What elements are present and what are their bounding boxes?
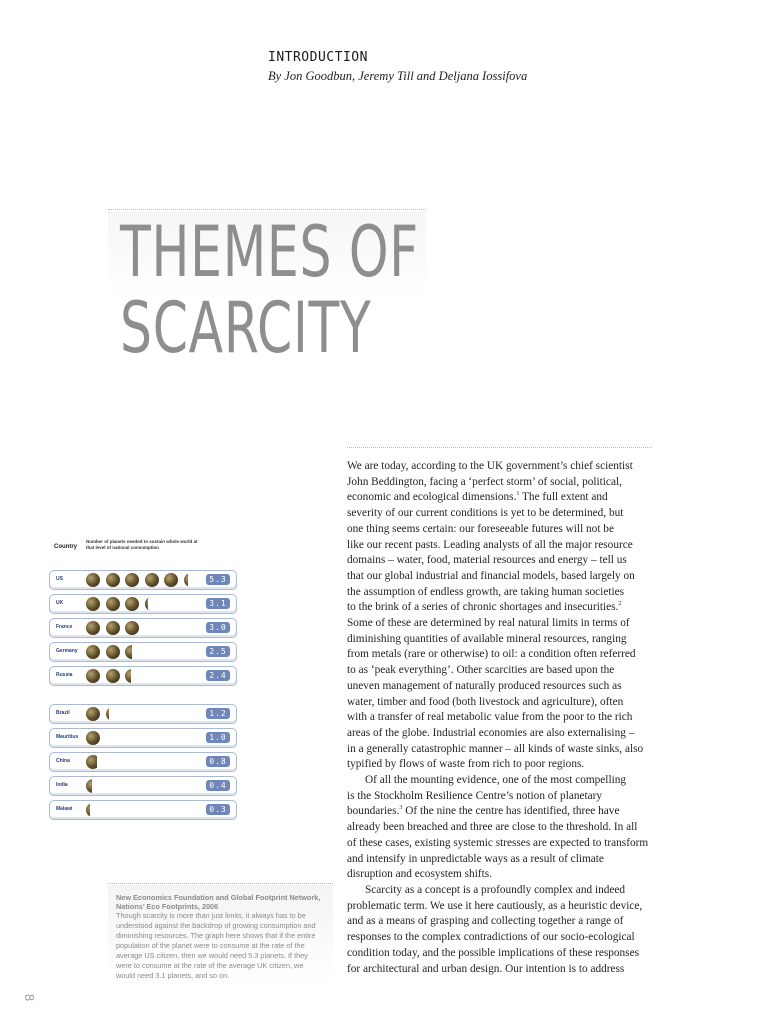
planet-icon	[86, 645, 100, 659]
planet-icon	[86, 573, 100, 587]
planet-icon	[106, 597, 120, 611]
chart-value-label: 0.8	[206, 756, 230, 767]
chart-row	[49, 800, 237, 820]
text-line: for architectural and urban design. Our intention is to address	[347, 962, 625, 975]
planet-icon	[86, 669, 100, 683]
chart-row-label: UK	[56, 600, 64, 606]
chart-value-label: 0.4	[206, 780, 230, 791]
text-fragment: to the brink of a series of chronic shortages and insecurities.	[347, 601, 619, 614]
chart-row	[49, 570, 237, 590]
text-line: the assumption of endless growth, are taking human societies	[347, 585, 625, 598]
text-line: is the Stockholm Resilience Centre’s notion of planetary	[347, 789, 603, 802]
text-line: to as ‘peak everything’. Other scarcities are based upon the	[347, 664, 615, 677]
caption-title-line: Nations’ Eco Footprints, 2006	[116, 902, 219, 911]
planet-icon	[145, 573, 159, 587]
title-line-1: THEMES OF	[120, 211, 420, 293]
text-line: already been breached and three are close to the threshold. In all	[347, 821, 638, 834]
chart-row	[49, 728, 237, 748]
chart-value-label: 1.2	[206, 708, 230, 719]
chart-row	[49, 666, 237, 686]
section-label: INTRODUCTION	[268, 50, 368, 65]
chart-value-label: 1.0	[206, 732, 230, 743]
text-line: domains – water, food, material resources and energy – tell us	[347, 554, 627, 567]
byline: By Jon Goodbun, Jeremy Till and Deljana Iossifova	[268, 69, 528, 83]
chart-row	[49, 704, 237, 724]
chart-row	[49, 776, 237, 796]
paragraph-1	[347, 459, 659, 773]
caption-line: average US citizen, then we would need 5.3 planets. If they	[116, 951, 308, 960]
caption-text	[116, 911, 328, 981]
planet-icon	[164, 573, 178, 587]
paragraph-2	[347, 773, 659, 883]
planet-fraction	[125, 645, 132, 659]
partial-planet-icon	[125, 669, 131, 683]
chart-row-label: Mauritius	[56, 734, 79, 740]
text-line	[347, 490, 659, 506]
chart-row	[49, 618, 237, 638]
partial-planet-icon	[106, 707, 109, 721]
footnote-marker: 1	[516, 491, 520, 498]
planet-icon	[106, 669, 120, 683]
planet-fraction	[125, 669, 131, 683]
footnote-marker: 3	[399, 805, 403, 812]
text-line: one thing seems certain: our foreseeable futures will not be	[347, 522, 614, 535]
partial-planet-icon	[184, 573, 188, 587]
planet-icon	[125, 573, 139, 587]
caption-title	[116, 893, 328, 911]
text-line: Of all the mounting evidence, one of the most compelling	[365, 774, 627, 787]
title-rule	[108, 209, 426, 210]
text-fragment: economic and ecological dimensions.	[347, 491, 517, 504]
chart-value-label: 0.3	[206, 804, 230, 815]
planet-fraction	[86, 803, 90, 817]
text-line: with a transfer of real metabolic value from the poor to the rich	[347, 711, 633, 724]
crescent-outline	[145, 597, 159, 611]
planet-icon	[106, 645, 120, 659]
caption-line: diminishing resources. The graph here shows that if the entire	[116, 931, 316, 940]
text-fragment: The full extent and	[519, 491, 608, 504]
caption-line: Though scarcity is more than just limits, it always has to be	[116, 911, 306, 920]
text-line: in a generally catastrophic manner – all kinds of waste sinks, also	[347, 742, 644, 755]
text-line: responses to the complex contradictions of our socio-ecological	[347, 931, 635, 944]
planet-icon	[106, 621, 120, 635]
chart-value-label: 3.1	[206, 598, 230, 609]
planet-icon	[86, 731, 100, 745]
planet-icon	[125, 621, 139, 635]
text-line: areas of the globe. Industrial economies are also externalising –	[347, 726, 635, 739]
chart-row-label: India	[56, 782, 68, 788]
caption-rule	[108, 883, 333, 884]
text-line: like our recent pasts. Leading analysts of all the major resource	[347, 538, 633, 551]
text-line	[347, 600, 659, 616]
title-line-2: SCARCITY	[120, 287, 372, 369]
caption-line: would need 3.1 planets, and so on.	[116, 971, 230, 980]
chart-row-label: Malawi	[56, 806, 73, 812]
chart-value-label: 3.0	[206, 622, 230, 633]
partial-planet-icon	[86, 755, 97, 769]
chart-row-label: Russia	[56, 672, 73, 678]
text-line: We are today, according to the UK government’s chief scientist	[347, 460, 633, 472]
partial-planet-icon	[125, 645, 132, 659]
planet-icon	[86, 707, 100, 721]
chart-row-label: France	[56, 624, 73, 630]
text-line: typified by flows of waste from rich to poor regions.	[347, 758, 585, 771]
chart-row	[49, 752, 237, 772]
chart-value-label: 2.4	[206, 670, 230, 681]
body-rule	[347, 447, 652, 448]
chart-value-label: 2.5	[206, 646, 230, 657]
text-line: of these cases, existing systemic stresses are expected to transform	[347, 836, 649, 849]
planet-fraction	[184, 573, 188, 587]
planet-icon	[106, 573, 120, 587]
planet-fraction	[86, 755, 97, 769]
planet-fraction	[106, 707, 109, 721]
text-line: Scarcity as a concept is a profoundly complex and indeed	[365, 883, 626, 896]
body-text	[347, 459, 659, 977]
planet-icon	[125, 597, 139, 611]
planets-chart	[46, 538, 242, 828]
chart-value-label: 5.3	[206, 574, 230, 585]
partial-planet-icon	[86, 779, 92, 793]
text-line: uneven management of naturally produced resources such as	[347, 679, 622, 692]
caption-line: understood against the backdrop of growing consumption and	[116, 921, 316, 930]
text-fragment: Of the nine the centre has identified, three have	[402, 805, 620, 818]
caption-title-line: New Economics Foundation and Global Footprint Network,	[116, 893, 321, 902]
chart-row	[49, 594, 237, 614]
paragraph-3	[347, 883, 659, 977]
chart-row-label: China	[56, 758, 70, 764]
text-line: severity of our current conditions is yet to be determined, but	[347, 507, 624, 520]
partial-planet-icon	[86, 803, 90, 817]
planet-icon	[86, 621, 100, 635]
text-line: Some of these are determined by real natural limits in terms of	[347, 617, 630, 630]
chart-row-label: US	[56, 576, 63, 582]
caption-line: population of the planet were to consume at the rate of the	[116, 941, 305, 950]
caption-line: were to consume at the rate of the average UK citizen, we	[116, 961, 304, 970]
footnote-marker: 2	[618, 601, 622, 608]
text-fragment: boundaries.	[347, 805, 400, 818]
text-line: problematic term. We use it here cautiously, as a heuristic device,	[347, 899, 643, 912]
text-line: water, timber and food (both livestock and agriculture), often	[347, 695, 624, 708]
text-line: condition today, and the possible implications of these responses	[347, 946, 639, 959]
text-line: and as a means of grasping and collecting together a range of	[347, 915, 624, 928]
text-line: and intensify in unpredictable ways as a result of climate	[347, 852, 604, 865]
chart-row	[49, 642, 237, 662]
text-line: John Beddington, facing a ‘perfect storm’ of social, political,	[347, 475, 622, 488]
page-title	[120, 211, 420, 369]
text-line	[347, 804, 659, 820]
text-line: diminishing quantities of available mineral resources, ranging	[347, 632, 627, 645]
planet-fraction	[86, 779, 92, 793]
chart-header-description: Number of planets needed to sustain whole world at that level of national consumption	[86, 539, 198, 550]
text-line: from metals (rare or otherwise) to oil: a condition often referred	[347, 648, 636, 661]
chart-row-label: Brazil	[56, 710, 70, 716]
text-line: that our global industrial and financial models, based largely on	[347, 569, 635, 582]
chart-row-label: Germany	[56, 648, 78, 654]
chart-header-country: Country	[54, 544, 77, 550]
planet-icon	[86, 597, 100, 611]
page-number: 8	[22, 993, 38, 1002]
text-line: disruption and ecosystem shifts.	[347, 868, 492, 881]
